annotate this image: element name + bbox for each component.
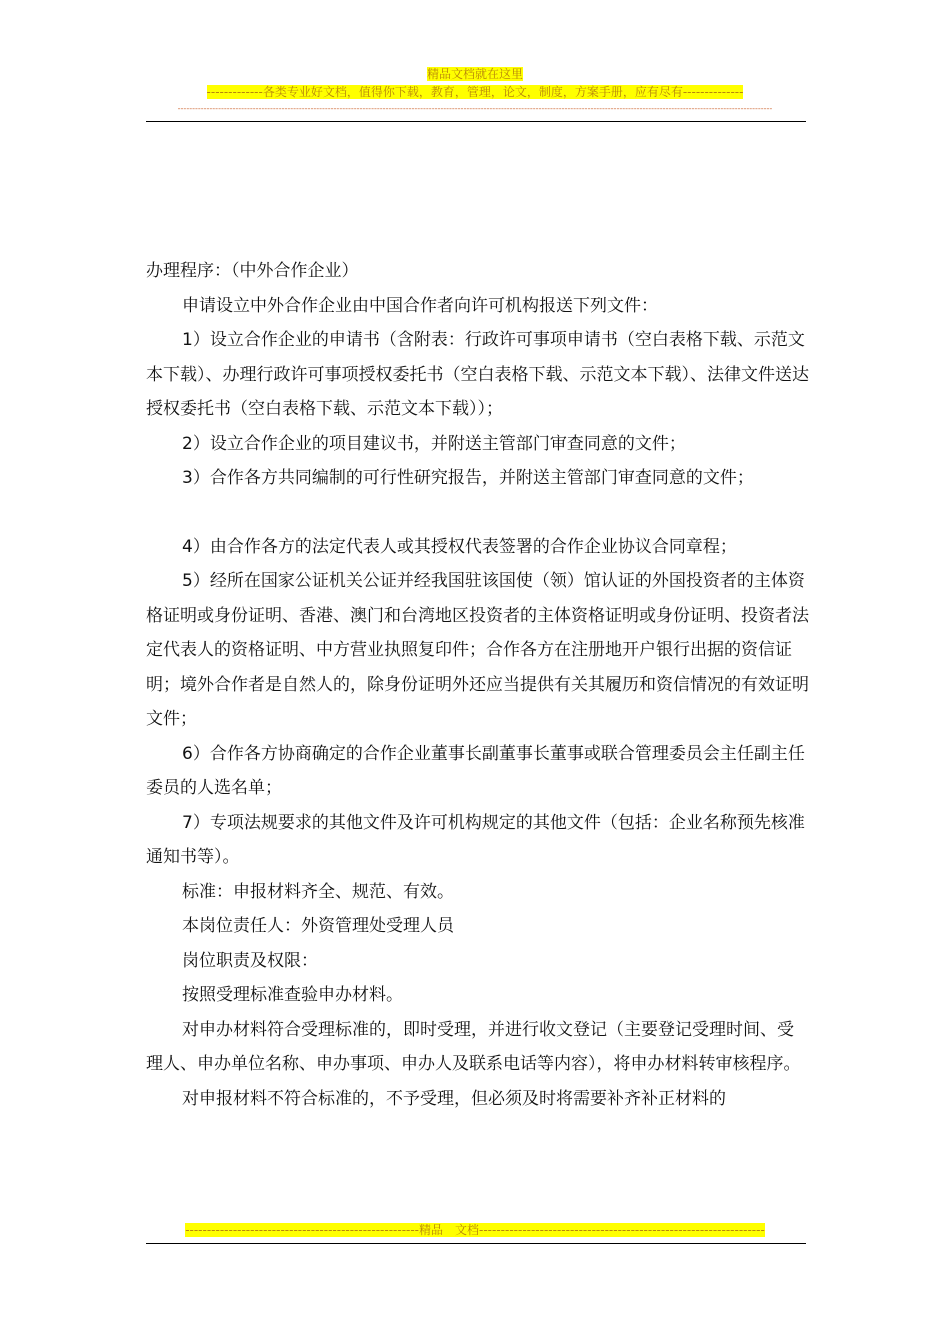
list-item-3: 3）合作各方共同编制的可行性研究报告，并附送主管部门审查同意的文件； [182,468,754,488]
document-body [146,254,810,1116]
footer-rule [146,1243,806,1244]
header-title [0,66,950,82]
header-title-text: 精品文档就在这里 [426,67,523,81]
header-dashes: -------------------------------------------------------------------------------------------------------------------------------------------------------------------------------------------------------------- [177,104,773,113]
list-item-7: 7）专项法规要求的其他文件及许可机构规定的其他文件（包括：企业名称预先核准通知书等）。 [146,812,805,867]
list-item-5: 5）经所在国家公证机关公证并经我国驻该国使（领）馆认证的外国投资者的主体资格证明或身份证明、香港、澳门和台湾地区投资者的主体资格证明或身份证明、投资者法定代表人的资格证明、中方营业执照复印件；合作各方在注册地开户银行出据的资信证明；境外合作者是自然人的，除身份证明外还应当提供有关其履历和资信情况的有效证明文件； [146,571,809,729]
intro-paragraph: 申请设立中外合作企业由中国合作者向许可机构报送下列文件： [182,295,658,316]
footer-text: ------------------------------------------------------精品 文档------------------------------------------------------------------ [185,1223,765,1237]
paragraph-gap [146,496,810,530]
standard-paragraph: 标准：申报材料齐全、规范、有效。 [182,881,454,902]
list-item-1: 1）设立合作企业的申请书（含附表：行政许可事项申请书（空白表格下载、示范文本下载）、办理行政许可事项授权委托书（空白表格下载、示范文本下载）、法律文件送达授权委托书（空白表格下载、示范文本下载））； [146,330,809,419]
duty-paragraph-3: 对申报材料不符合标准的，不予受理，但必须及时将需要补齐补正材料的 [182,1088,726,1109]
list-item-4: 4）由合作各方的法定代表人或其授权代表签署的合作企业协议合同章程； [182,536,737,557]
list-item-6: 6）合作各方协商确定的合作企业董事长副董事长董事或联合管理委员会主任副主任委员的人选名单； [146,743,805,798]
list-item-2: 2）设立合作企业的项目建议书，并附送主管部门审查同意的文件； [182,433,686,454]
section-heading: 办理程序：（中外合作企业） [146,261,359,281]
duty-paragraph-1: 按照受理标准查验申办材料。 [182,985,403,1005]
header-tagline [0,84,950,100]
duty-paragraph-2: 对申办材料符合受理标准的，即时受理，并进行收文登记（主要登记受理时间、受理人、申办单位名称、申办事项、申办人及联系电话等内容），将申办材料转审核程序。 [146,1019,801,1074]
responsible-paragraph: 本岗位责任人：外资管理处受理人员 [182,916,454,936]
duties-title: 岗位职责及权限： [182,950,318,971]
header-tagline-text: -------------各类专业好文档，值得你下载，教育，管理，论文，制度，方案手册，应有尽有-------------- [206,85,744,99]
footer-banner [0,1222,950,1238]
header-rule [146,121,806,122]
